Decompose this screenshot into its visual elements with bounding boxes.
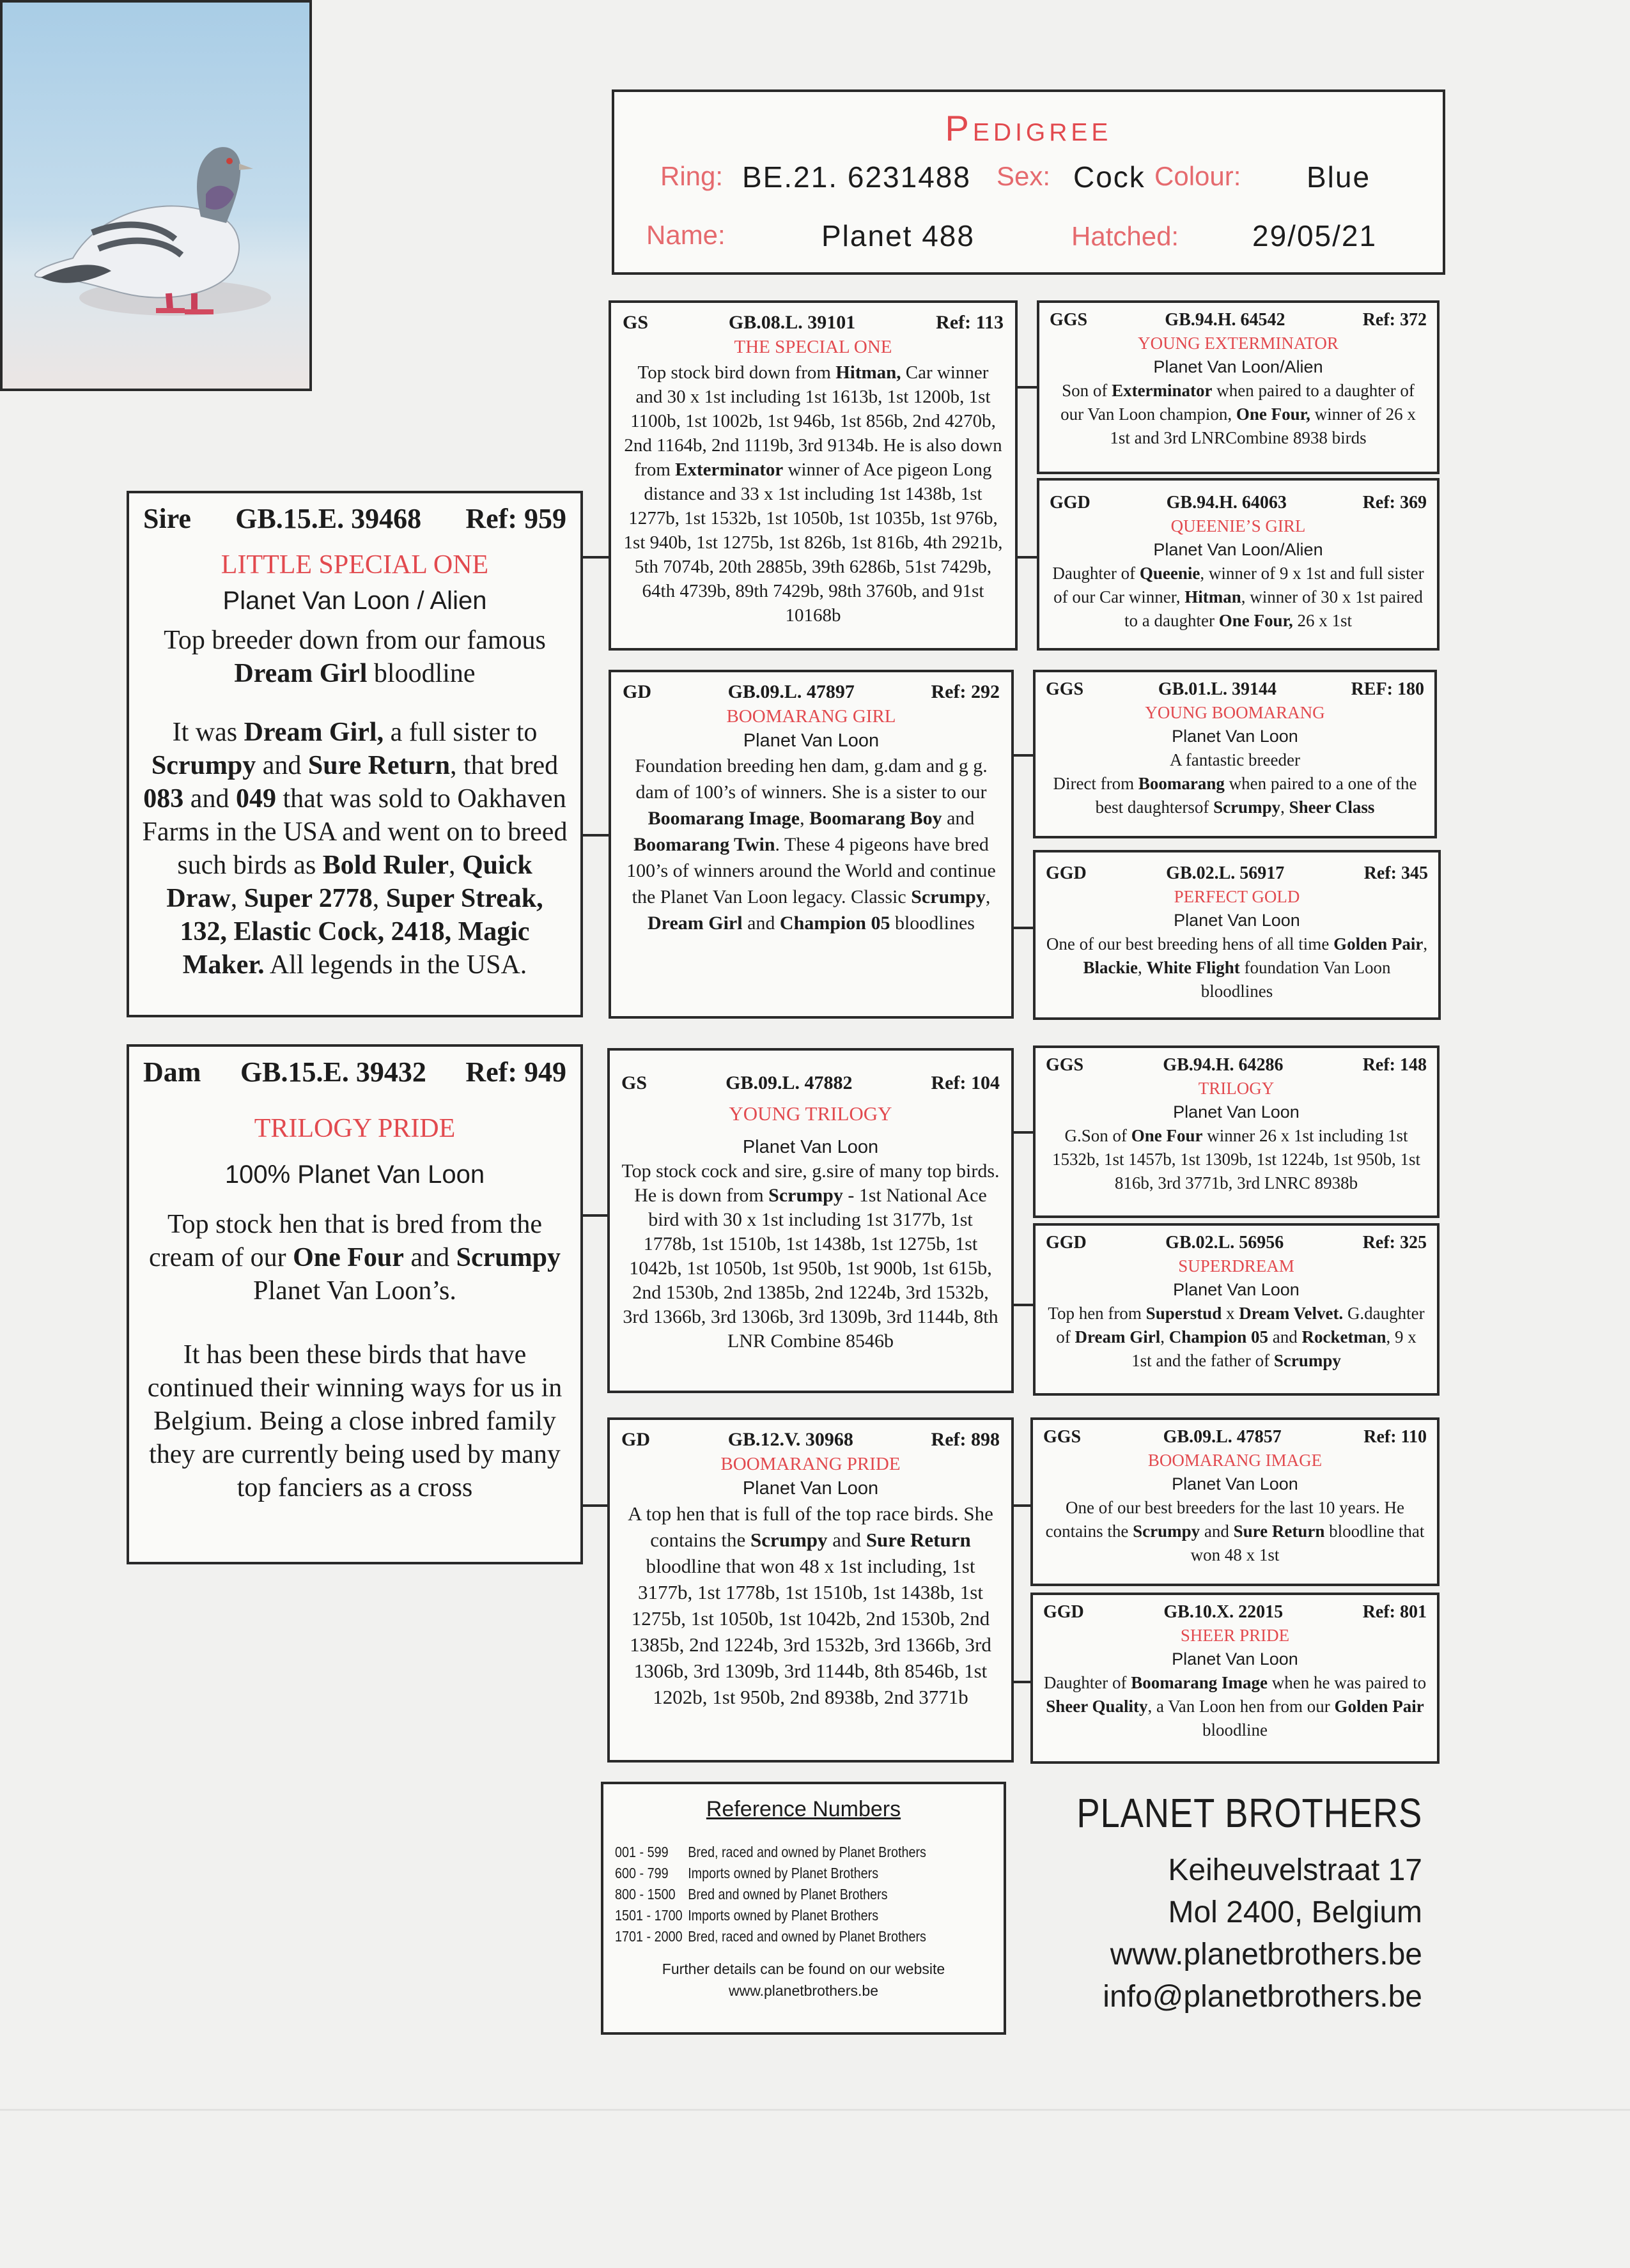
great-granddam-2-box [1033,850,1441,1020]
reference-description: Bred, raced and owned by Planet Brothers [688,1928,926,1945]
granddam-2-box [607,1417,1014,1763]
ggd2-role: GGD [1046,863,1087,883]
hatched-label: Hatched: [1071,221,1179,251]
ggd3-role: GGD [1046,1233,1087,1253]
ring-label: Ring: [660,161,724,191]
ggs2-ring: GB.01.L. 39144 [1158,679,1277,699]
ggs4-text: One of our best breeders for the last 10 years. He contains the Scrumpy and Sure Return bloodline that won 48 x 1st [1045,1498,1425,1564]
gs1-role: GS [623,312,649,333]
ggs3-ref: Ref: 148 [1362,1055,1427,1075]
gd2-bloodline: Planet Van Loon [742,1478,879,1499]
gd2-ref: Ref: 898 [931,1429,1000,1450]
sire-text-1: Top breeder down from our famous Dream Girl bloodline [164,626,546,688]
reference-description: Bred, raced and owned by Planet Brothers [688,1844,926,1860]
ggs4-ref: Ref: 110 [1363,1427,1427,1447]
ggs1-ring: GB.94.H. 64542 [1165,310,1285,330]
ggd4-ring: GB.10.X. 22015 [1163,1602,1284,1622]
references-title: Reference Numbers [706,1797,901,1821]
ggs3-bloodline: Planet Van Loon [1173,1102,1300,1122]
ggd2-text: One of our best breeding hens of all time Golden Pair, Blackie, White Flight foundation Van Loon bloodlines [1046,934,1428,1001]
pedigree-title: Pedigree [945,108,1112,148]
ggs3-name: TRILOGY [1198,1079,1275,1098]
colour-label: Colour: [1154,161,1241,191]
ggs1-name: YOUNG EXTERMINATOR [1138,334,1339,353]
references-table [615,1842,932,1948]
pedigree-header [612,89,1445,275]
colour-value: Blue [1307,160,1371,194]
ggs4-name: BOOMARANG IMAGE [1147,1451,1323,1470]
ggs2-text: A fantastic breeder Direct from Boomarang when paired to a one of the best daughtersof Scrumpy, Sheer Class [1053,750,1417,817]
gs1-ring: GB.08.L. 39101 [728,312,856,333]
ggs4-bloodline: Planet Van Loon [1172,1474,1298,1493]
address-street: Keiheuvelstraat 17 [1168,1853,1422,1887]
dam-ref: Ref: 949 [465,1056,566,1088]
reference-numbers-box [601,1782,1006,2035]
great-grandsire-2-box [1033,670,1437,838]
ggd3-bloodline: Planet Van Loon [1173,1280,1300,1299]
ggd4-bloodline: Planet Van Loon [1172,1649,1298,1669]
gd1-text: Foundation breeding hen dam, g.dam and g g. dam of 100’s of winners. She is a sister to our Boomarang Image, Boomarang Boy and Boomarang Twin. These 4 pigeons have bred 100’s of winners around the World and continue the Planet Van Loon legacy. Classic Scrumpy, Dream Girl and Champion 05 bloodlines [626,755,996,934]
references-website[interactable]: www.planetbrothers.be [729,1982,878,1999]
reference-row [615,1863,932,1885]
ggd4-name: SHEER PRIDE [1180,1626,1290,1645]
ggs1-role: GGS [1050,310,1088,330]
reference-range: 1701 - 2000 [615,1928,683,1945]
dam-text-2: It has been these birds that have continued their winning ways for us in Belgium. Being a close inbred family they are currently being used by many top fanciers as a cross [147,1340,563,1502]
sire-ref: Ref: 959 [465,503,566,534]
ggs2-bloodline: Planet Van Loon [1172,727,1298,746]
sex-value: Cock [1073,160,1145,194]
sheet-edge [0,2109,1630,2111]
granddam-1-box [609,670,1014,1019]
ggd1-role: GGD [1050,493,1091,513]
name-value: Planet 488 [821,219,975,252]
gd2-text: A top hen that is full of the top race birds. She contains the Scrumpy and Sure Return bloodline that won 48 x 1st including, 1st 3177b, 1st 1778b, 1st 1510b, 1st 1438b, 1st 1275b, 1st 1050b, 1st 1042b, 2nd 1530b, 2nd 1385b, 2nd 1224b, 3rd 1532b, 3rd 1366b, 3rd 1306b, 3rd 1309b, 3rd 1144b, 8th 8546b, 1st 1202b, 1st 950b, 2nd 8938b, 2nd 3771b [628,1502,993,1708]
gs2-ring: GB.09.L. 47882 [726,1072,853,1093]
ggd2-name: PERFECT GOLD [1174,887,1300,906]
sire-box [127,491,583,1017]
ggs1-bloodline: Planet Van Loon/Alien [1153,357,1323,376]
dam-box [127,1044,583,1564]
sire-bloodline: Planet Van Loon / Alien [222,587,487,615]
ggs3-text: G.Son of One Four winner 26 x 1st including 1st 1532b, 1st 1457b, 1st 1309b, 1st 1224b, 1st 950b, 1st 816b, 3rd 3771b, 3rd LNRC 8938b [1052,1126,1421,1192]
email-link[interactable]: info@planetbrothers.be [1103,1980,1422,2014]
ggd2-ring: GB.02.L. 56917 [1166,863,1285,883]
gd2-role: GD [621,1429,650,1450]
gs2-name: YOUNG TRILOGY [729,1102,892,1125]
reference-range: 001 - 599 [615,1844,669,1860]
name-label: Name: [646,220,726,250]
ggs3-role: GGS [1046,1055,1084,1075]
great-granddam-3-box [1033,1223,1440,1396]
gs2-text: Top stock cock and sire, g.sire of many top birds. He is down from Scrumpy - 1st National Ace bird with 30 x 1st including 1st 3177b, 1st 1778b, 1st 1510b, 1st 1438b, 1st 1275b, 1st 1042b, 1st 1050b, 1st 950b, 1st 900b, 1st 615b, 2nd 1530b, 2nd 1385b, 2nd 1224b, 3rd 1532b, 3rd 1366b, 3rd 1306b, 3rd 1309b, 3rd 1144b, 8th LNR Combine 8546b [621,1161,1000,1352]
reference-row [615,1842,932,1863]
gs2-bloodline: Planet Van Loon [742,1137,879,1157]
ggd3-text: Top hen from Superstud x Dream Velvet. G.daughter of Dream Girl, Champion 05 and Rocketman, 9 x 1st and the father of Scrumpy [1048,1304,1425,1370]
pigeon-photo [0,0,312,391]
gd1-bloodline: Planet Van Loon [743,730,880,751]
reference-range: 1501 - 1700 [615,1907,683,1924]
company-name: PLANET BROTHERS [1076,1790,1422,1836]
gs1-text: Top stock bird down from Hitman, Car winner and 30 x 1st including 1st 1613b, 1st 1200b, 1st 1100b, 1st 1002b, 1st 946b, 1st 856b, 2nd 4270b, 2nd 1164b, 2nd 1119b, 3rd 9134b. He is also down from Exterminator winner of Ace pigeon Long distance and 33 x 1st including 1st 1438b, 1st 1277b, 1st 1532b, 1st 1050b, 1st 1035b, 1st 976b, 1st 940b, 1st 1275b, 1st 826b, 1st 816b, 4th 2921b, 5th 7074b, 20th 2885b, 39th 6286b, 51st 7429b, 64th 4739b, 89th 7429b, 98th 3760b, and 91st 10168b [623,362,1003,626]
sire-role: Sire [143,503,191,534]
ggd3-name: SUPERDREAM [1178,1256,1294,1276]
hatched-value: 29/05/21 [1252,219,1378,252]
gs1-ref: Ref: 113 [936,312,1004,333]
ggs3-ring: GB.94.H. 64286 [1163,1055,1284,1075]
ggd1-ref: Ref: 369 [1362,493,1427,513]
gs2-ref: Ref: 104 [931,1072,1000,1093]
ggs1-text: Son of Exterminator when paired to a daughter of our Van Loon champion, One Four, winner of 26 x 1st and 3rd LNRCombine 8938 birds [1060,381,1416,447]
dam-role: Dam [143,1056,201,1088]
dam-text-1: Top stock hen that is bred from the cream of our One Four and Scrumpy Planet Van Loon’s. [149,1210,561,1306]
gd1-ref: Ref: 292 [931,681,1000,702]
reference-row [615,1927,932,1948]
sire-ring: GB.15.E. 39468 [235,503,422,534]
references-note: Further details can be found on our website [662,1961,945,1977]
ggs2-role: GGS [1046,679,1084,699]
reference-description: Imports owned by Planet Brothers [688,1865,879,1881]
reference-range: 600 - 799 [615,1865,669,1881]
ring-value: BE.21. 6231488 [742,160,971,194]
great-granddam-4-box [1030,1593,1440,1764]
ggd1-bloodline: Planet Van Loon/Alien [1153,540,1323,559]
ggs1-ref: Ref: 372 [1362,310,1427,330]
ggd1-name: QUEENIE’S GIRL [1170,516,1306,536]
great-grandsire-3-box [1033,1045,1440,1218]
ggs2-name: YOUNG BOOMARANG [1145,703,1325,722]
gd2-name: BOOMARANG PRIDE [720,1454,901,1474]
gd1-role: GD [623,681,651,702]
ggs4-role: GGS [1043,1427,1082,1447]
reference-description: Imports owned by Planet Brothers [688,1907,879,1924]
reference-description: Bred and owned by Planet Brothers [688,1886,888,1902]
great-grandsire-1-box [1037,300,1440,474]
ggd3-ref: Ref: 325 [1362,1233,1427,1253]
ggs4-ring: GB.09.L. 47857 [1163,1427,1282,1447]
grandsire-2-box [607,1048,1014,1393]
address-city: Mol 2400, Belgium [1168,1895,1422,1929]
sex-label: Sex: [997,161,1051,191]
ggd2-bloodline: Planet Van Loon [1174,911,1300,930]
ggd3-ring: GB.02.L. 56956 [1165,1233,1284,1253]
ggs2-ref: REF: 180 [1351,679,1424,699]
ggd4-role: GGD [1043,1602,1084,1622]
ggd2-ref: Ref: 345 [1363,863,1428,883]
ggd4-text: Daughter of Boomarang Image when he was paired to Sheer Quality, a Van Loon hen from our Golden Pair bloodline [1043,1673,1427,1740]
reference-row [615,1885,932,1906]
contact-block [997,1789,1422,2018]
gd1-ring: GB.09.L. 47897 [727,681,855,702]
gd2-ring: GB.12.V. 30968 [727,1429,853,1450]
dam-bloodline: 100% Planet Van Loon [224,1161,485,1189]
reference-row [615,1906,932,1927]
ggd1-ring: GB.94.H. 64063 [1166,493,1287,513]
gs2-role: GS [621,1072,648,1093]
gs1-name: THE SPECIAL ONE [734,337,892,357]
ggd1-text: Daughter of Queenie, winner of 9 x 1st and full sister of our Car winner, Hitman, winner of 30 x 1st paired to a daughter One Four, 26 x 1st [1052,564,1424,630]
sire-name: LITTLE SPECIAL ONE [221,550,489,580]
great-grandsire-4-box [1030,1417,1440,1586]
grandsire-1-box [609,300,1018,651]
reference-range: 800 - 1500 [615,1886,676,1902]
dam-ring: GB.15.E. 39432 [240,1056,426,1088]
website-link[interactable]: www.planetbrothers.be [1110,1938,1422,1971]
gd1-name: BOOMARANG GIRL [726,706,896,727]
sire-text-2: It was Dream Girl, a full sister to Scrumpy and Sure Return, that bred 083 and 049 that was sold to Oakhaven Farms in the USA and went on to breed such birds as Bold Ruler, Quick Draw, Super 2778, Super Streak, 132, Elastic Cock, 2418, Magic Maker. All legends in the USA. [142,718,568,980]
great-granddam-1-box [1037,478,1440,651]
dam-name: TRILOGY PRIDE [254,1114,456,1143]
ggd4-ref: Ref: 801 [1362,1602,1427,1622]
